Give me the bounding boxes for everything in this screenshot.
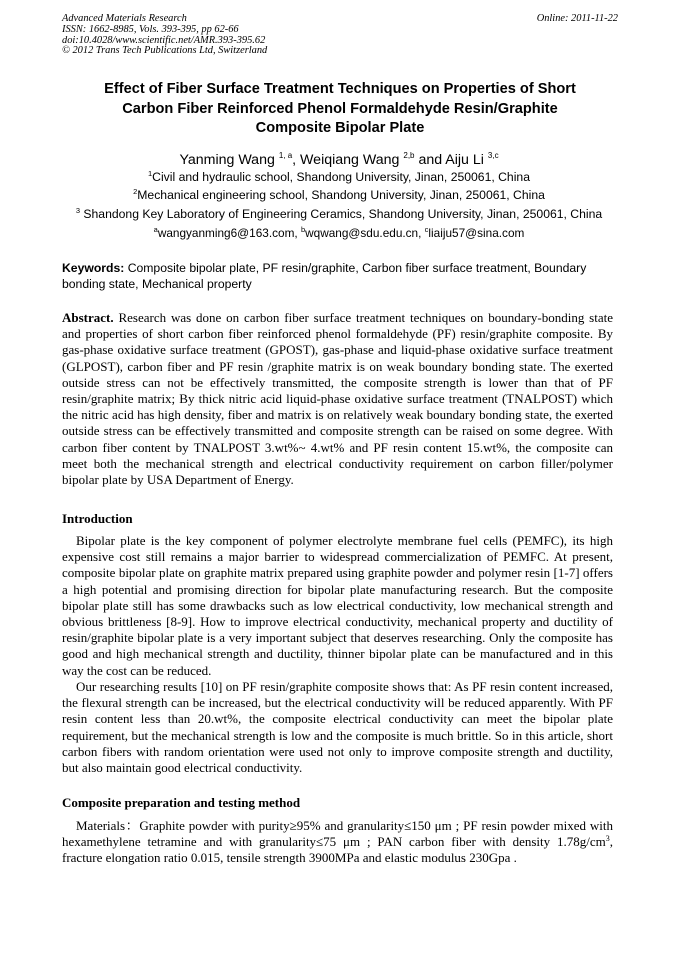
author-name: Yanming Wang (179, 152, 275, 168)
email-address[interactable]: wangyanming6@163.com, (157, 226, 301, 240)
title-line: Composite Bipolar Plate (255, 120, 425, 136)
affiliation-text: Mechanical engineering school, Shandong University, Jinan, 250061, China (137, 188, 545, 203)
email-mark: c (424, 225, 429, 234)
affiliation-mark: 1 (148, 169, 153, 178)
author-name: Weiqiang Wang (300, 152, 400, 168)
author-list: Yanming Wang $^{1, a}$, Weiqiang Wang $^{2,b}$ and Aiju Li $^{3,c}$ (179, 151, 499, 168)
journal-issn: ISSN: 1662-8985, Vols. 393-395, pp 62-66 (62, 23, 239, 35)
affiliation-text: Shandong Key Laboratory of Engineering Ceramics, Shandong University, Jinan, 250061, China (80, 206, 603, 221)
abstract-text: Research was done on carbon fiber surface treatment techniques on boundary-bonding state and properties of short carbon fiber reinforced phenol formaldehyde (PF) resin/graphite composite. By gas-phase oxidative surface treatment (GPOST), gas-phase and liquid-phase oxidative surface treatment (GLPOST), carbon fiber and PF resin /graphite matrix is on weak boundary bonding state. The exerted outside stress can not be effectively transmitted, the composite strength is lower than that of PF resin/graphite matrix; By thick nitric acid liquid-phase oxidative surface treatment (TNALPOST) which the nitric acid has high density, fiber and matrix is on relatively weak boundary bonding state, the exerted outside stress can be effectively transmitted and composite strength can be raised on some degree. With carbon fiber content by TNALPOST 3.wt%~ 4.wt% and PF resin content 15.wt%, the composite can meet both the mechanical strength and electrical conductivity requirement on carbon filler/polymer bipolar plate by USA Department of Energy. (62, 310, 613, 488)
paragraph: Bipolar plate is the key component of polymer electrolyte membrane fuel cells (PEMFC), its high expensive cost still remains a major barrier to widespread commercialization of PEMFC. At present, composite bipolar plate on graphite matrix prepared using graphite powder and polymer resin [1-7] offers a high potential and promising direction for bipolar plate manufacturing research. But the composite bipolar plate still has some drawbacks such as low electrical conductivity, low mechanical strength and obvious brittleness [8-9]. How to improve electrical conductivity, mechanical property and ductility of resin/graphite bipolar plate is a very important subject that deserves researching. Only the composite has good and high mechanical strength and ductility, thinner bipolar plate can be manufactured and in this way the cost can be reduced. (62, 533, 613, 678)
journal-doi: doi:10.4028/www.scientific.net/AMR.393-395.62 (62, 34, 266, 46)
abstract (62, 310, 613, 488)
journal-name: Advanced Materials Research (62, 13, 187, 24)
affiliation-list (0, 168, 678, 223)
title-line: Effect of Fiber Surface Treatment Techniques on Properties of Short (104, 81, 576, 97)
affiliation-mark: 2 (133, 187, 138, 197)
paragraph-text: Materials：Graphite powder with purity≥95% and granularity≤150 μm ; PF resin powder mixed with hexamethylene tetramine and with granularity≤75 μm ; PAN carbon fiber with density 1.78g/cm (62, 818, 613, 850)
section-heading-introduction: Introduction (62, 511, 133, 526)
affiliation-mark: 3 (75, 205, 81, 215)
author-affil-mark: 1, a (278, 151, 293, 160)
paragraph: Our researching results [10] on PF resin/graphite composite shows that: As PF resin content increased, the flexural strength can be increased, but the electrical conductivity will be reduced apparently. With PF resin content less than 20.wt%, the composite electrical conductivity can meet the bipolar plate requirement, but the mechanical strength is low and the composite is much brittle. So in this article, short carbon fibers with random orientation were used not only to improve composite strength and ductility, but also maintain good electrical conductivity. (62, 679, 613, 776)
journal-info (62, 14, 618, 57)
email-mark: b (300, 225, 306, 234)
email-list (0, 225, 678, 241)
email-address[interactable]: wqwang@sdu.edu.cn, (305, 226, 425, 240)
journal-header (62, 14, 618, 57)
author-affil-mark: 2,b (403, 151, 415, 160)
keywords-text: Composite bipolar plate, PF resin/graphite, Carbon fiber surface treatment, Boundary bonding state, Mechanical property (62, 261, 587, 291)
paper-title (60, 80, 620, 139)
email-address[interactable]: liaiju57@sina.com (428, 226, 525, 240)
journal-copyright: © 2012 Trans Tech Publications Ltd, Switzerland (62, 45, 268, 57)
affiliation-text: Civil and hydraulic school, Shandong University, Jinan, 250061, China (152, 170, 530, 184)
affiliation (0, 186, 678, 204)
author-affil-mark: 3,c (487, 151, 499, 160)
paragraph (62, 818, 613, 867)
title-line: Carbon Fiber Reinforced Phenol Formaldehyde Resin/Graphite (122, 100, 558, 117)
affiliation (0, 168, 678, 186)
affiliation (0, 205, 678, 223)
paragraph-text: , fracture elongation ratio 0.015, tensile strength 3900MPa and elastic modulus 230Gpa . (62, 834, 613, 866)
section-heading-preparation: Composite preparation and testing method (62, 795, 301, 810)
online-date: Online: 2011-11-22 (536, 13, 618, 24)
keywords (62, 261, 613, 292)
email-mark: a (153, 225, 158, 234)
author-name: Aiju Li (445, 152, 484, 168)
unit-exponent: 3 (605, 834, 610, 844)
abstract-label: Abstract. (62, 310, 114, 325)
keywords-label: Keywords: (62, 261, 125, 275)
